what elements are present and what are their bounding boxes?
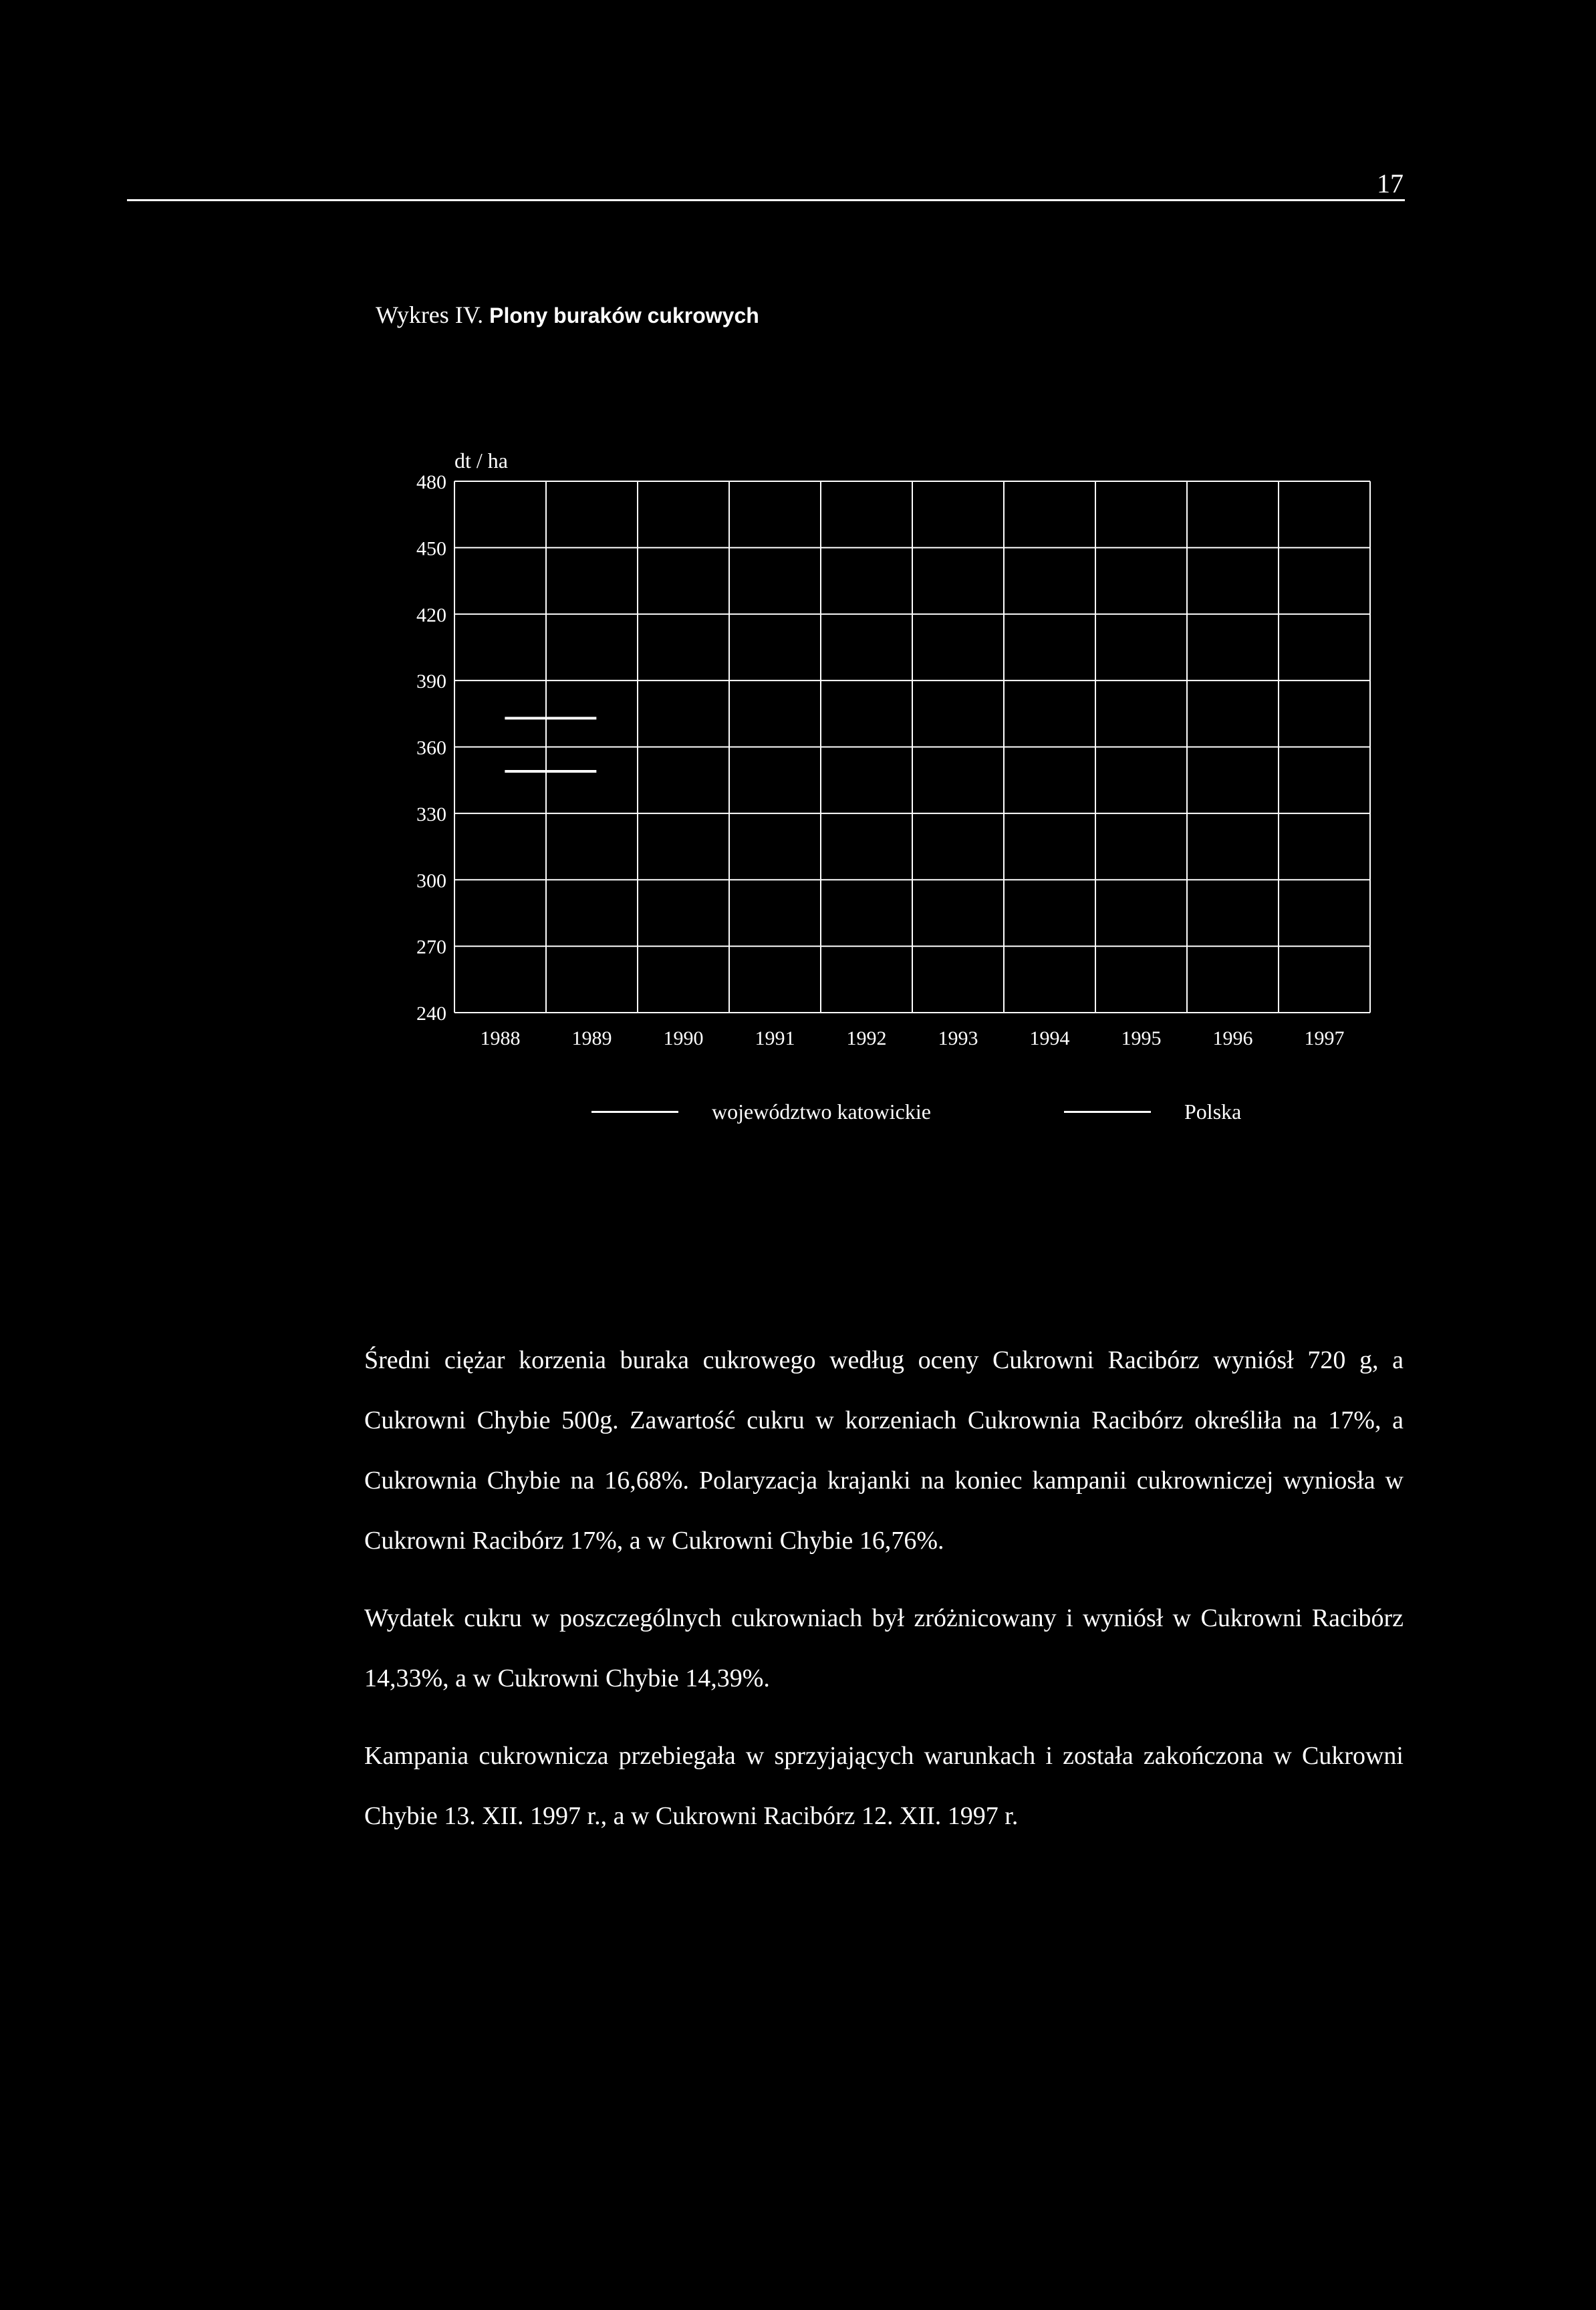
yield-chart: [374, 441, 1390, 1069]
chart-legend: [591, 1095, 1242, 1128]
ytick-label-360: 360: [416, 737, 446, 759]
chart-yticks: [416, 471, 446, 1025]
paragraph-1: Średni ciężar korzenia buraka cukrowego według oceny Cukrowni Racibórz wyniósł 720 g, a Cukrowni Chybie 500g. Zawartość cukru w korzeniach Cukrownia Racibórz określiła na 17%, a Cukrownia Chybie na 16,68%. Polaryzacja krajanki na koniec kampanii cukrowniczej wyniosła w Cukrowni Racibórz 17%, a w Cukrowni Chybie 16,76%.: [364, 1346, 1404, 1555]
paragraph-3: Kampania cukrownicza przebiegała w sprzyjających warunkach i została zakończona w Cukrowni Chybie 13. XII. 1997 r., a w Cukrowni Racibórz 12. XII. 1997 r.: [364, 1742, 1404, 1830]
xtick-label-1994: 1994: [1029, 1027, 1070, 1049]
figure-caption-title: Plony buraków cukrowych: [489, 303, 759, 328]
chart-grid: [454, 481, 1370, 1013]
legend-line-solid: [591, 1111, 678, 1113]
xtick-label-1995: 1995: [1121, 1027, 1162, 1049]
ytick-label-390: 390: [416, 670, 446, 693]
xtick-label-1990: 1990: [663, 1027, 704, 1049]
xtick-label-1992: 1992: [846, 1027, 887, 1049]
header-rule: [127, 199, 1405, 201]
ytick-label-240: 240: [416, 1003, 446, 1025]
xtick-label-1996: 1996: [1212, 1027, 1253, 1049]
xtick-label-1993: 1993: [938, 1027, 978, 1049]
ytick-label-270: 270: [416, 936, 446, 958]
chart-ylabel: dt / ha: [454, 448, 508, 473]
ytick-label-300: 300: [416, 870, 446, 892]
xtick-label-1989: 1989: [571, 1027, 612, 1049]
xtick-label-1988: 1988: [480, 1027, 521, 1049]
legend-item-wojewodztwo: [591, 1095, 931, 1128]
ytick-label-330: 330: [416, 803, 446, 825]
xtick-label-1991: 1991: [755, 1027, 795, 1049]
chart-series: [505, 718, 596, 771]
legend-line-polska: [1064, 1111, 1151, 1113]
body-text: [364, 1330, 1404, 1864]
legend-item-polska: [1064, 1095, 1241, 1128]
ytick-label-420: 420: [416, 604, 446, 626]
chart-xticks: [481, 1027, 1345, 1049]
xtick-label-1997: 1997: [1304, 1027, 1345, 1049]
legend-label-polska: Polska: [1184, 1099, 1242, 1124]
figure-caption-prefix: Wykres IV.: [376, 301, 484, 328]
page-number: 17: [1377, 168, 1404, 199]
legend-label-wojewodztwo: województwo katowickie: [712, 1099, 931, 1124]
paragraph-2: Wydatek cukru w poszczególnych cukrowniach był zróżnicowany i wyniósł w Cukrowni Racibórz 14,33%, a w Cukrowni Chybie 14,39%.: [364, 1604, 1404, 1692]
figure-caption: [376, 299, 759, 331]
ytick-label-450: 450: [416, 537, 446, 560]
ytick-label-480: 480: [416, 471, 446, 493]
